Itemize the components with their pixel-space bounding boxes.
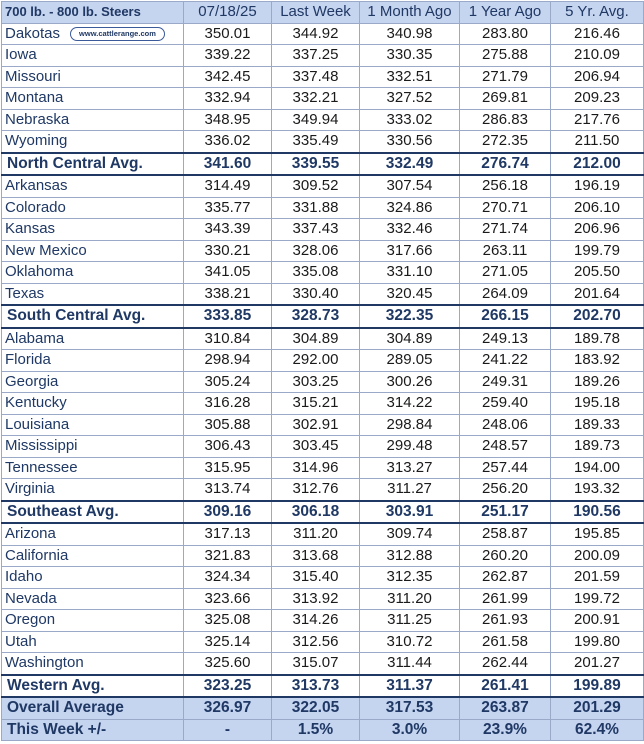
one-month-ago-cell: 320.45 (360, 283, 460, 305)
five-year-avg-cell: 189.73 (551, 436, 644, 458)
row-label: Nevada (5, 589, 57, 607)
one-year-ago-cell: 23.9% (460, 719, 551, 741)
one-year-ago-cell: 263.87 (460, 697, 551, 719)
one-month-ago-cell: 314.22 (360, 393, 460, 415)
current-price-cell: 325.60 (184, 653, 272, 675)
one-year-ago-cell: 261.99 (460, 588, 551, 610)
last-week-cell: 312.56 (272, 631, 360, 653)
one-year-ago-cell: 269.81 (460, 88, 551, 110)
region-average-row (2, 153, 644, 176)
five-year-avg-cell: 189.78 (551, 328, 644, 350)
last-week-cell: 313.73 (272, 675, 360, 698)
state-row (2, 197, 644, 219)
five-year-avg-cell: 211.50 (551, 131, 644, 153)
five-year-avg-cell: 199.89 (551, 675, 644, 698)
one-year-ago-cell: 264.09 (460, 283, 551, 305)
row-label: Arizona (5, 525, 56, 543)
current-price-cell: 348.95 (184, 109, 272, 131)
header-five-year-avg: 5 Yr. Avg. (551, 2, 644, 24)
row-label: Southeast Avg. (7, 502, 119, 520)
last-week-cell: 344.92 (272, 23, 360, 45)
last-week-cell: 349.94 (272, 109, 360, 131)
one-year-ago-cell: 276.74 (460, 153, 551, 176)
five-year-avg-cell: 201.27 (551, 653, 644, 675)
last-week-cell: 315.07 (272, 653, 360, 675)
header-last-week: Last Week (272, 2, 360, 24)
row-label: Utah (5, 632, 37, 650)
one-month-ago-cell: 330.35 (360, 45, 460, 67)
one-month-ago-cell: 317.66 (360, 240, 460, 262)
one-year-ago-cell: 258.87 (460, 523, 551, 545)
row-label: Iowa (5, 46, 37, 64)
row-label: Oklahoma (5, 263, 74, 281)
state-row (2, 436, 644, 458)
state-row (2, 66, 644, 88)
current-price-cell: 313.74 (184, 479, 272, 501)
state-row (2, 175, 644, 197)
state-name-cell (2, 588, 184, 610)
state-name-cell (2, 219, 184, 241)
one-year-ago-cell: 262.44 (460, 653, 551, 675)
cattle-price-table (1, 1, 644, 741)
five-year-avg-cell: 217.76 (551, 109, 644, 131)
one-month-ago-cell: 330.56 (360, 131, 460, 153)
one-month-ago-cell: 333.02 (360, 109, 460, 131)
one-month-ago-cell: 289.05 (360, 350, 460, 372)
one-year-ago-cell: 271.05 (460, 262, 551, 284)
row-label: Nebraska (5, 110, 70, 128)
state-row (2, 523, 644, 545)
last-week-cell: 1.5% (272, 719, 360, 741)
row-label-cell (2, 697, 184, 719)
last-week-cell: 339.55 (272, 153, 360, 176)
last-week-cell: 331.88 (272, 197, 360, 219)
five-year-avg-cell: 210.09 (551, 45, 644, 67)
one-year-ago-cell: 270.71 (460, 197, 551, 219)
state-name-cell (2, 436, 184, 458)
state-name-cell (2, 328, 184, 350)
row-label: Oregon (5, 611, 56, 629)
one-year-ago-cell: 261.41 (460, 675, 551, 698)
one-year-ago-cell: 261.93 (460, 610, 551, 632)
one-month-ago-cell: 312.88 (360, 545, 460, 567)
five-year-avg-cell: 209.23 (551, 88, 644, 110)
one-month-ago-cell: 311.44 (360, 653, 460, 675)
five-year-avg-cell: 194.00 (551, 457, 644, 479)
one-month-ago-cell: 298.84 (360, 414, 460, 436)
header-current-date: 07/18/25 (184, 2, 272, 24)
row-label-cell (2, 305, 184, 328)
row-label: Virginia (5, 480, 55, 498)
current-price-cell: 333.85 (184, 305, 272, 328)
five-year-avg-cell: 201.59 (551, 567, 644, 589)
current-price-cell: 323.25 (184, 675, 272, 698)
state-name-cell (2, 240, 184, 262)
current-price-cell: 338.21 (184, 283, 272, 305)
five-year-avg-cell: 195.85 (551, 523, 644, 545)
one-month-ago-cell: 331.10 (360, 262, 460, 284)
row-label: Louisiana (5, 415, 70, 433)
one-month-ago-cell: 317.53 (360, 697, 460, 719)
row-label-cell (2, 719, 184, 741)
last-week-cell: 313.68 (272, 545, 360, 567)
state-row (2, 631, 644, 653)
last-week-cell: 332.21 (272, 88, 360, 110)
state-name-cell (2, 393, 184, 415)
last-week-cell: 337.48 (272, 66, 360, 88)
five-year-avg-cell: 206.94 (551, 66, 644, 88)
state-row (2, 588, 644, 610)
one-month-ago-cell: 3.0% (360, 719, 460, 741)
state-row (2, 545, 644, 567)
row-label: North Central Avg. (7, 154, 143, 172)
five-year-avg-cell: 206.96 (551, 219, 644, 241)
current-price-cell: 315.95 (184, 457, 272, 479)
state-name-cell (2, 45, 184, 67)
state-row (2, 88, 644, 110)
state-name-cell (2, 567, 184, 589)
row-label: Kansas (5, 220, 56, 238)
one-month-ago-cell: 300.26 (360, 371, 460, 393)
current-price-cell: 332.94 (184, 88, 272, 110)
five-year-avg-cell: 193.32 (551, 479, 644, 501)
one-year-ago-cell: 283.80 (460, 23, 551, 45)
current-price-cell: 325.14 (184, 631, 272, 653)
one-month-ago-cell: 332.46 (360, 219, 460, 241)
header-one-year-ago: 1 Year Ago (460, 2, 551, 24)
one-month-ago-cell: 303.91 (360, 501, 460, 524)
row-label: Florida (5, 351, 51, 369)
state-name-cell (2, 131, 184, 153)
one-year-ago-cell: 251.17 (460, 501, 551, 524)
five-year-avg-cell: 62.4% (551, 719, 644, 741)
current-price-cell: 324.34 (184, 567, 272, 589)
row-label: California (5, 546, 69, 564)
overall-average-row (2, 697, 644, 719)
current-price-cell: - (184, 719, 272, 741)
header-one-month-ago: 1 Month Ago (360, 2, 460, 24)
state-row (2, 479, 644, 501)
state-name-cell (2, 457, 184, 479)
row-label-cell (2, 675, 184, 698)
one-year-ago-cell: 256.20 (460, 479, 551, 501)
last-week-cell: 303.45 (272, 436, 360, 458)
one-year-ago-cell: 271.79 (460, 66, 551, 88)
five-year-avg-cell: 189.33 (551, 414, 644, 436)
last-week-cell: 330.40 (272, 283, 360, 305)
last-week-cell: 322.05 (272, 697, 360, 719)
five-year-avg-cell: 201.64 (551, 283, 644, 305)
row-label: Texas (5, 284, 45, 302)
last-week-cell: 302.91 (272, 414, 360, 436)
row-label: Missouri (5, 67, 61, 85)
weekly-change-row (2, 719, 644, 741)
state-name-cell (2, 283, 184, 305)
one-month-ago-cell: 332.51 (360, 66, 460, 88)
row-label: This Week +/- (7, 720, 107, 738)
one-year-ago-cell: 249.13 (460, 328, 551, 350)
last-week-cell: 315.40 (272, 567, 360, 589)
state-row (2, 414, 644, 436)
five-year-avg-cell: 189.26 (551, 371, 644, 393)
state-row (2, 567, 644, 589)
current-price-cell: 298.94 (184, 350, 272, 372)
one-month-ago-cell: 309.74 (360, 523, 460, 545)
row-label: Wyoming (5, 132, 68, 150)
state-row (2, 23, 644, 45)
one-month-ago-cell: 313.27 (360, 457, 460, 479)
last-week-cell: 304.89 (272, 328, 360, 350)
last-week-cell: 335.08 (272, 262, 360, 284)
one-year-ago-cell: 261.58 (460, 631, 551, 653)
one-month-ago-cell: 304.89 (360, 328, 460, 350)
five-year-avg-cell: 202.70 (551, 305, 644, 328)
row-label: Washington (5, 654, 84, 672)
state-row (2, 371, 644, 393)
row-label: Western Avg. (7, 676, 105, 694)
one-year-ago-cell: 259.40 (460, 393, 551, 415)
one-month-ago-cell: 324.86 (360, 197, 460, 219)
current-price-cell: 323.66 (184, 588, 272, 610)
last-week-cell: 337.43 (272, 219, 360, 241)
one-year-ago-cell: 286.83 (460, 109, 551, 131)
state-name-cell (2, 88, 184, 110)
five-year-avg-cell: 201.29 (551, 697, 644, 719)
one-month-ago-cell: 311.27 (360, 479, 460, 501)
one-year-ago-cell: 275.88 (460, 45, 551, 67)
one-year-ago-cell: 262.87 (460, 567, 551, 589)
one-year-ago-cell: 272.35 (460, 131, 551, 153)
five-year-avg-cell: 199.72 (551, 588, 644, 610)
one-month-ago-cell: 312.35 (360, 567, 460, 589)
one-year-ago-cell: 266.15 (460, 305, 551, 328)
state-row (2, 653, 644, 675)
one-year-ago-cell: 257.44 (460, 457, 551, 479)
one-year-ago-cell: 260.20 (460, 545, 551, 567)
last-week-cell: 328.06 (272, 240, 360, 262)
one-month-ago-cell: 299.48 (360, 436, 460, 458)
state-row (2, 393, 644, 415)
state-row (2, 350, 644, 372)
current-price-cell: 342.45 (184, 66, 272, 88)
current-price-cell: 321.83 (184, 545, 272, 567)
row-label: Overall Average (7, 699, 124, 717)
five-year-avg-cell: 216.46 (551, 23, 644, 45)
state-name-cell (2, 523, 184, 545)
table-body (2, 23, 644, 741)
cattlerange-logo: www.cattlerange.com (70, 27, 165, 41)
five-year-avg-cell: 205.50 (551, 262, 644, 284)
current-price-cell: 305.24 (184, 371, 272, 393)
last-week-cell: 335.49 (272, 131, 360, 153)
five-year-avg-cell: 200.09 (551, 545, 644, 567)
last-week-cell: 313.92 (272, 588, 360, 610)
one-month-ago-cell: 340.98 (360, 23, 460, 45)
state-name-cell (2, 197, 184, 219)
state-name-cell (2, 350, 184, 372)
one-month-ago-cell: 332.49 (360, 153, 460, 176)
last-week-cell: 314.26 (272, 610, 360, 632)
state-name-cell (2, 371, 184, 393)
state-row (2, 262, 644, 284)
five-year-avg-cell: 183.92 (551, 350, 644, 372)
current-price-cell: 305.88 (184, 414, 272, 436)
state-row (2, 328, 644, 350)
one-month-ago-cell: 311.25 (360, 610, 460, 632)
five-year-avg-cell: 195.18 (551, 393, 644, 415)
current-price-cell: 310.84 (184, 328, 272, 350)
current-price-cell: 325.08 (184, 610, 272, 632)
five-year-avg-cell: 200.91 (551, 610, 644, 632)
region-average-row (2, 501, 644, 524)
current-price-cell: 336.02 (184, 131, 272, 153)
five-year-avg-cell: 199.80 (551, 631, 644, 653)
last-week-cell: 314.96 (272, 457, 360, 479)
last-week-cell: 311.20 (272, 523, 360, 545)
row-label: Tennessee (5, 458, 78, 476)
one-month-ago-cell: 310.72 (360, 631, 460, 653)
current-price-cell: 309.16 (184, 501, 272, 524)
state-name-cell (2, 109, 184, 131)
state-name-cell (2, 610, 184, 632)
last-week-cell: 337.25 (272, 45, 360, 67)
one-month-ago-cell: 322.35 (360, 305, 460, 328)
current-price-cell: 314.49 (184, 175, 272, 197)
state-name-cell (2, 175, 184, 197)
one-year-ago-cell: 256.18 (460, 175, 551, 197)
state-row (2, 219, 644, 241)
state-name-cell (2, 631, 184, 653)
row-label: Georgia (5, 372, 59, 390)
last-week-cell: 303.25 (272, 371, 360, 393)
five-year-avg-cell: 190.56 (551, 501, 644, 524)
state-row (2, 457, 644, 479)
row-label: New Mexico (5, 241, 87, 259)
row-label: Montana (5, 89, 64, 107)
current-price-cell: 316.28 (184, 393, 272, 415)
current-price-cell: 326.97 (184, 697, 272, 719)
row-label: Idaho (5, 568, 43, 586)
row-label: Kentucky (5, 394, 67, 412)
five-year-avg-cell: 199.79 (551, 240, 644, 262)
current-price-cell: 350.01 (184, 23, 272, 45)
row-label: Alabama (5, 329, 65, 347)
state-name-cell (2, 66, 184, 88)
row-label: Mississippi (5, 437, 78, 455)
current-price-cell: 339.22 (184, 45, 272, 67)
last-week-cell: 292.00 (272, 350, 360, 372)
five-year-avg-cell: 196.19 (551, 175, 644, 197)
one-year-ago-cell: 241.22 (460, 350, 551, 372)
last-week-cell: 309.52 (272, 175, 360, 197)
state-name-cell (2, 479, 184, 501)
one-year-ago-cell: 248.06 (460, 414, 551, 436)
one-month-ago-cell: 307.54 (360, 175, 460, 197)
state-row (2, 109, 644, 131)
row-label: South Central Avg. (7, 307, 146, 325)
row-label: Arkansas (5, 177, 68, 195)
state-row (2, 45, 644, 67)
last-week-cell: 312.76 (272, 479, 360, 501)
region-average-row (2, 675, 644, 698)
state-row (2, 240, 644, 262)
current-price-cell: 341.60 (184, 153, 272, 176)
state-row (2, 283, 644, 305)
current-price-cell: 306.43 (184, 436, 272, 458)
one-month-ago-cell: 311.20 (360, 588, 460, 610)
header-row (2, 2, 644, 24)
one-month-ago-cell: 311.37 (360, 675, 460, 698)
state-name-cell (2, 545, 184, 567)
current-price-cell: 343.39 (184, 219, 272, 241)
one-month-ago-cell: 327.52 (360, 88, 460, 110)
state-name-cell (2, 23, 184, 45)
current-price-cell: 341.05 (184, 262, 272, 284)
five-year-avg-cell: 206.10 (551, 197, 644, 219)
last-week-cell: 328.73 (272, 305, 360, 328)
current-price-cell: 330.21 (184, 240, 272, 262)
one-year-ago-cell: 248.57 (460, 436, 551, 458)
row-label: Colorado (5, 198, 66, 216)
last-week-cell: 315.21 (272, 393, 360, 415)
current-price-cell: 335.77 (184, 197, 272, 219)
state-row (2, 610, 644, 632)
last-week-cell: 306.18 (272, 501, 360, 524)
one-year-ago-cell: 263.11 (460, 240, 551, 262)
state-name-cell (2, 262, 184, 284)
five-year-avg-cell: 212.00 (551, 153, 644, 176)
current-price-cell: 317.13 (184, 523, 272, 545)
header-weight-class: 700 lb. - 800 lb. Steers (2, 2, 184, 24)
state-row (2, 131, 644, 153)
one-year-ago-cell: 249.31 (460, 371, 551, 393)
row-label-cell (2, 501, 184, 524)
row-label-cell (2, 153, 184, 176)
state-name-cell (2, 414, 184, 436)
state-name-cell (2, 653, 184, 675)
one-year-ago-cell: 271.74 (460, 219, 551, 241)
region-average-row (2, 305, 644, 328)
row-label: Dakotas (5, 24, 61, 42)
